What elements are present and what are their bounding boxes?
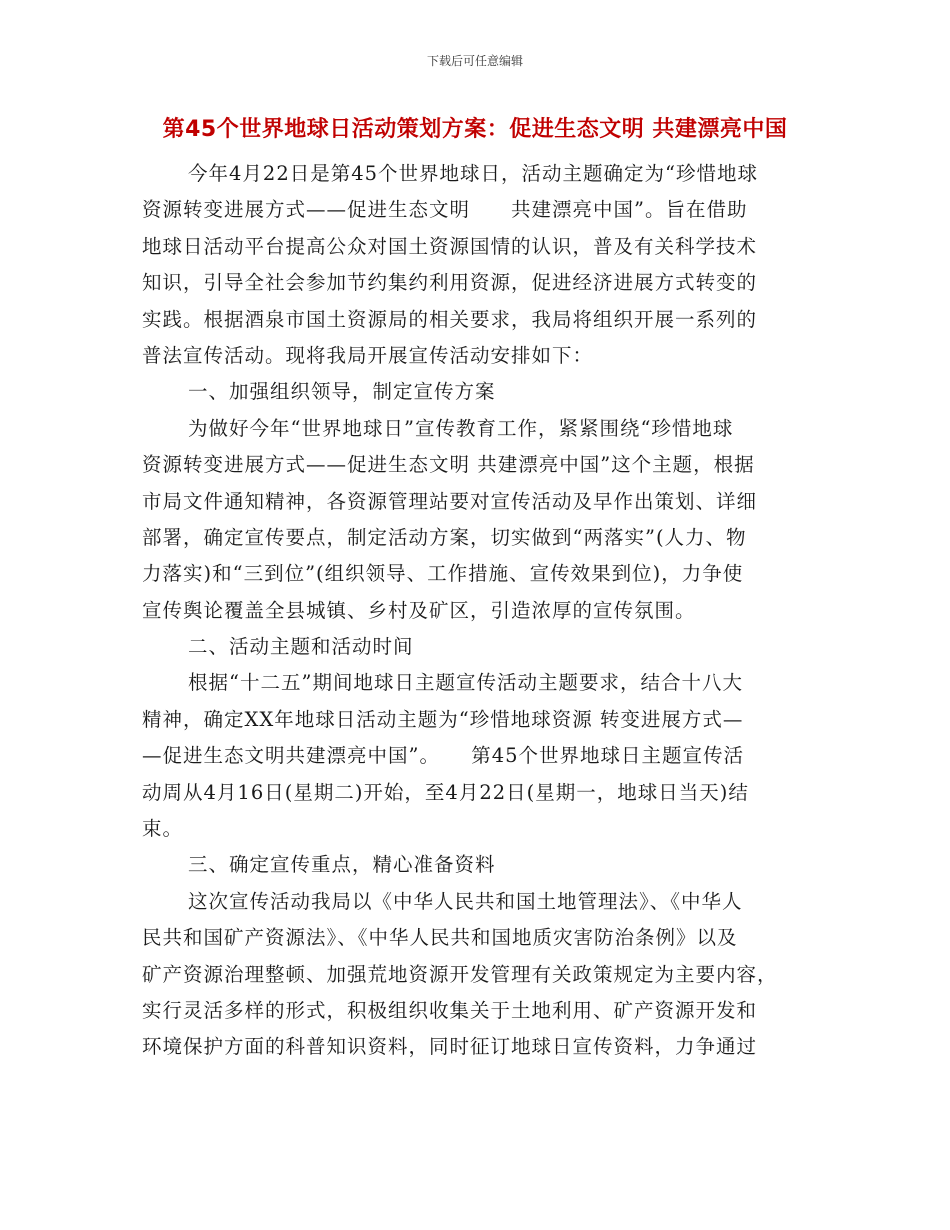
- document-title: 第45个世界地球日活动策划方案：促进生态文明 共建漂亮中国: [162, 117, 788, 142]
- text-line: 知识，引导全社会参加节约集约利用资源，促进经济进展方式转变的: [142, 271, 758, 295]
- text-line: 根据“十二五”期间地球日主题宣传活动主题要求，结合十八大: [188, 671, 743, 695]
- text-line: 地球日活动平台提高公众对国土资源国情的认识，普及有关科学技术: [142, 234, 758, 258]
- text-line: 资源转变进展方式——促进生态文明 共建漂亮中国”这个主题，根据: [142, 453, 755, 477]
- text-line: 资源转变进展方式——促进生态文明 共建漂亮中国”。旨在借助: [142, 198, 748, 222]
- text-line: 束。: [142, 817, 184, 841]
- document-body: [142, 156, 812, 1066]
- text-line: 今年4月22日是第45个世界地球日，活动主题确定为“珍惜地球: [188, 162, 759, 185]
- text-line: 部署，确定宣传要点，制定活动方案，切实做到“两落实”(人力、物: [142, 525, 747, 549]
- text-line: 普法宣传活动。现将我局开展宣传活动安排如下：: [142, 343, 594, 367]
- text-line: 宣传舆论覆盖全县城镇、乡村及矿区，引造浓厚的宣传氛围。: [142, 598, 696, 622]
- page-header: 下载后可任意编辑: [426, 54, 523, 68]
- text-line: 矿产资源治理整顿、加强荒地资源开发管理有关政策规定为主要内容，: [142, 962, 778, 986]
- text-line: 实践。根据酒泉市国土资源局的相关要求，我局将组织开展一系列的: [142, 307, 758, 331]
- text-line: 民共和国矿产资源法》、《中华人民共和国地质灾害防治条例》以及: [142, 926, 738, 950]
- text-line: 力落实)和“三到位”(组织领导、工作措施、宣传效果到位)，力争使: [142, 562, 744, 586]
- text-line: 这次宣传活动我局以《中华人民共和国土地管理法》、《中华人: [188, 889, 743, 913]
- text-line: 为做好今年“世界地球日”宣传教育工作，紧紧围绕“珍惜地球: [188, 416, 734, 440]
- text-line: —促进生态文明共建漂亮中国”。 第45个世界地球日主题宣传活: [142, 744, 745, 768]
- text-line: 实行灵活多样的形式，积极组织收集关于土地利用、矿产资源开发和: [142, 998, 758, 1022]
- text-line: 一、加强组织领导，制定宣传方案: [188, 380, 496, 404]
- text-line: 精神，确定XX年地球日活动主题为“珍惜地球资源 转变进展方式—: [142, 707, 744, 731]
- text-line: 环境保护方面的科普知识资料，同时征订地球日宣传资料，力争通过: [142, 1035, 758, 1059]
- text-line: 动周从4月16日(星期二)开始，至4月22日(星期一，地球日当天)结: [142, 780, 749, 804]
- text-line: 二、活动主题和活动时间: [188, 635, 414, 659]
- text-line: 市局文件通知精神，各资源管理站要对宣传活动及早作出策划、详细: [142, 489, 758, 513]
- text-line: 三、确定宣传重点，精心准备资料: [188, 853, 496, 877]
